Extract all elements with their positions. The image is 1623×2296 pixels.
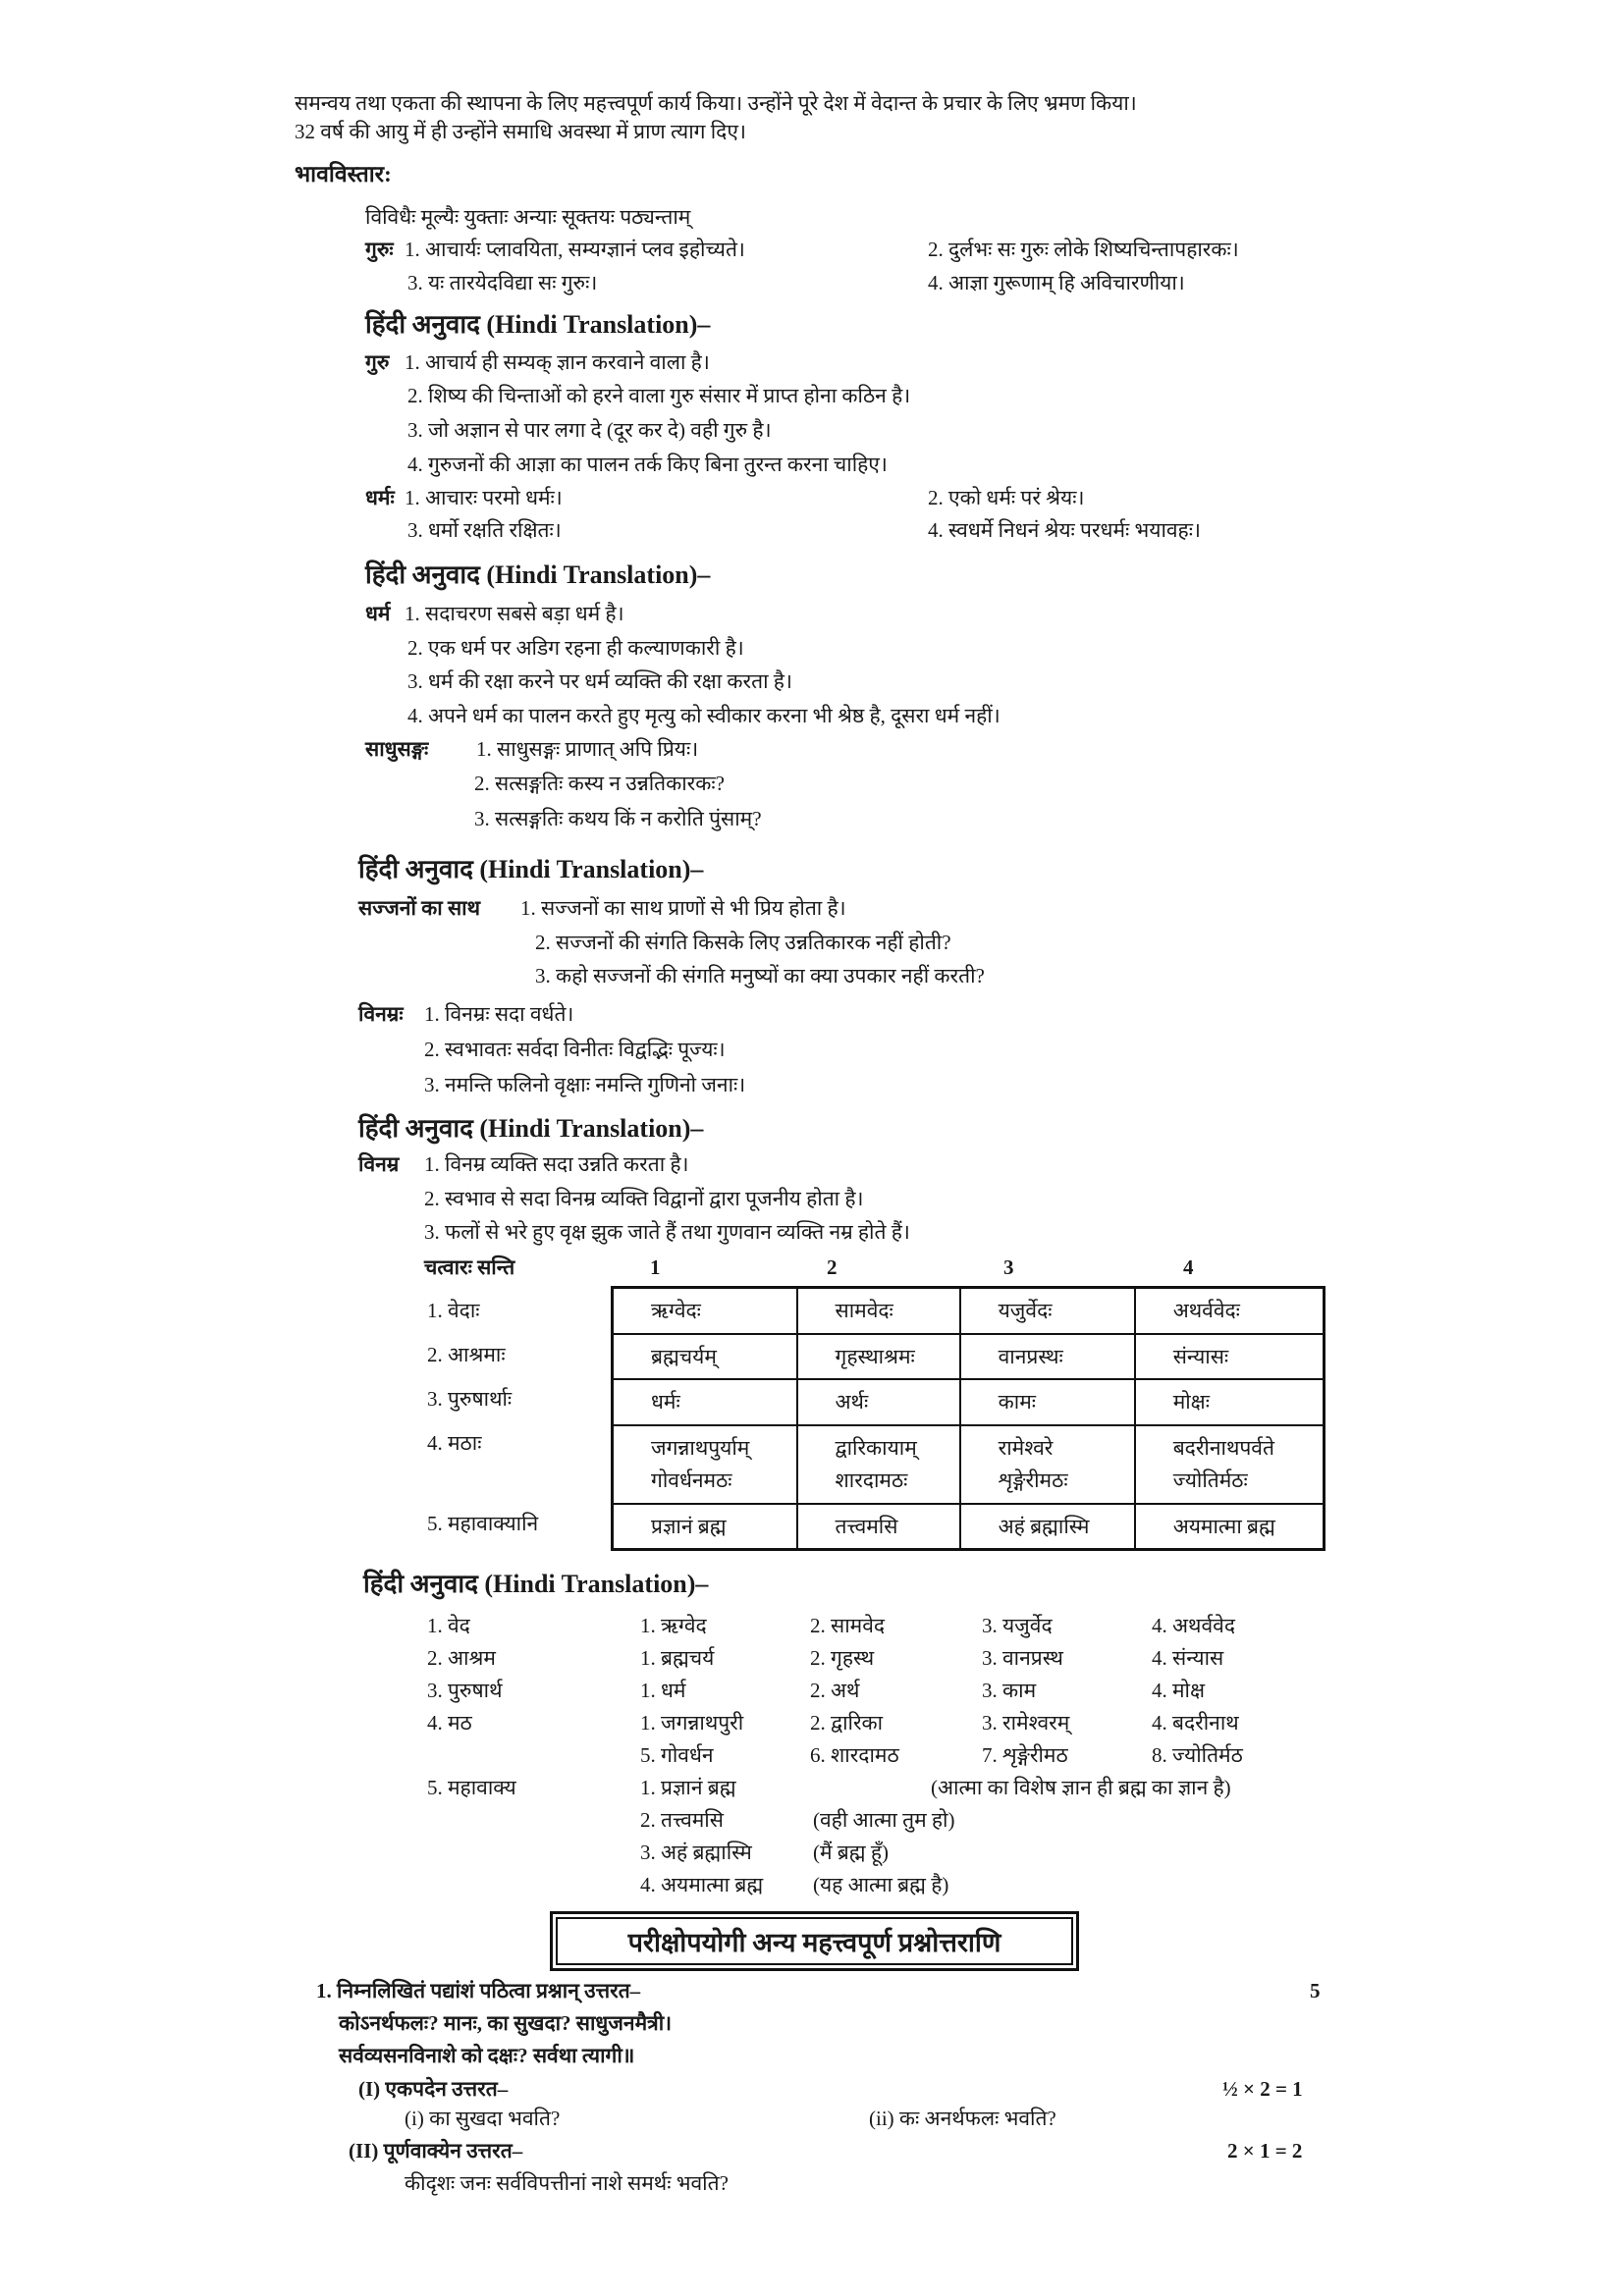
list-item: 4. अथर्ववेद bbox=[1152, 1614, 1235, 1637]
cell-line: बदरीनाथपर्वते bbox=[1172, 1436, 1274, 1461]
chatvara-table bbox=[611, 1286, 1325, 1551]
mahavakya-item: 3. अहं ब्रह्मास्मि bbox=[640, 1841, 752, 1864]
section-title: भावविस्तार: bbox=[295, 162, 392, 187]
table-cell: प्रज्ञानं ब्रह्म bbox=[613, 1504, 797, 1550]
cell-line: शृङ्गेरीमठः bbox=[998, 1468, 1068, 1492]
table-cell bbox=[960, 1425, 1135, 1504]
list-item: 3. यजुर्वेद bbox=[982, 1614, 1053, 1637]
dharma-hindi-item: 4. अपने धर्म का पालन करते हुए मृत्यु को स्वीकार करना भी श्रेष्ठ है, दूसरा धर्म नहीं। bbox=[407, 704, 1001, 727]
sadhu-hindi-item: 1. सज्जनों का साथ प्राणों से भी प्रिय होता है। bbox=[520, 896, 846, 920]
table-cell: वानप्रस्थः bbox=[960, 1334, 1135, 1380]
row-label: 3. पुरुषार्थाः bbox=[427, 1387, 513, 1411]
list-label: 2. आश्रम bbox=[427, 1646, 496, 1670]
sadhu-hindi-item: 2. सज्जनों की संगति किसके लिए उन्नतिकारक नहीं होती? bbox=[535, 931, 951, 954]
part-label: (II) पूर्णवाक्येन उत्तरत– bbox=[349, 2139, 523, 2163]
heading-hi: हिंदी अनुवाद bbox=[358, 855, 473, 883]
heading-en: (Hindi Translation)– bbox=[486, 561, 711, 589]
table-row bbox=[613, 1425, 1325, 1504]
table-cell: धर्मः bbox=[613, 1379, 797, 1425]
vinamra-item: 1. विनम्रः सदा वर्धते। bbox=[424, 1002, 574, 1026]
dharma-hindi-item: 1. सदाचरण सबसे बड़ा धर्म है। bbox=[405, 602, 624, 625]
heading-hi: हिंदी अनुवाद bbox=[365, 310, 480, 339]
intro-line: समन्वय तथा एकता की स्थापना के लिए महत्त्वपूर्ण कार्य किया। उन्होंने पूरे देश में वेदान्त के प्रचार के लिए भ्रमण किया। bbox=[295, 91, 1137, 115]
question-marks: 5 bbox=[1310, 1979, 1321, 2002]
list-item: 3. काम bbox=[982, 1679, 1037, 1702]
table-row bbox=[613, 1504, 1325, 1550]
cell-line: जगन्नाथपुर्याम् bbox=[651, 1436, 750, 1461]
row-label: 5. महावाक्यानि bbox=[427, 1512, 539, 1535]
sub-question: कीदृशः जनः सर्वविपत्तीनां नाशे समर्थः भवति? bbox=[405, 2171, 729, 2195]
translation-heading bbox=[363, 1572, 708, 1597]
translation-heading bbox=[365, 562, 710, 588]
list-item: 6. शारदामठ bbox=[810, 1743, 899, 1767]
list-item: 8. ज्योतिर्मठ bbox=[1152, 1743, 1243, 1767]
cell-line: द्वारिकायाम् bbox=[835, 1436, 917, 1461]
guru-hindi-item: 2. शिष्य की चिन्ताओं को हरने वाला गुरु संसार में प्राप्त होना कठिन है। bbox=[407, 384, 911, 407]
guru-label: गुरुः bbox=[365, 238, 394, 261]
sadhu-hindi-label: सज्जनों का साथ bbox=[358, 896, 481, 920]
cell-line: रामेश्वरे bbox=[998, 1436, 1054, 1461]
sub-question: (ii) कः अनर्थफलः भवति? bbox=[869, 2107, 1056, 2130]
mahavakya-meaning: (यह आत्मा ब्रह्म है) bbox=[813, 1873, 949, 1896]
row-label: 1. वेदाः bbox=[427, 1299, 480, 1322]
question-title: 1. निम्नलिखितं पद्यांशं पठित्वा प्रश्नान् उत्तरत– bbox=[316, 1979, 641, 2002]
table-cell: ब्रह्मचर्यम् bbox=[613, 1334, 797, 1380]
dharma-item: 3. धर्मो रक्षति रक्षितः। bbox=[407, 518, 562, 542]
dharma-hindi-item: 3. धर्म की रक्षा करने पर धर्म व्यक्ति की रक्षा करता है। bbox=[407, 669, 792, 693]
cell-line: ज्योतिर्मठः bbox=[1172, 1468, 1248, 1492]
vinamra-hindi-item: 2. स्वभाव से सदा विनम्र व्यक्ति विद्वानों द्वारा पूजनीय होता है। bbox=[424, 1187, 864, 1210]
list-label: 5. महावाक्य bbox=[427, 1776, 516, 1799]
guru-hindi-item: 3. जो अज्ञान से पार लगा दे (दूर कर दे) वही गुरु है। bbox=[407, 418, 772, 442]
table-cell bbox=[1135, 1425, 1325, 1504]
guru-hindi-item: 4. गुरुजनों की आज्ञा का पालन तर्क किए बिना तुरन्त करना चाहिए। bbox=[407, 453, 888, 476]
vinamra-item: 2. स्वभावतः सर्वदा विनीतः विद्वद्भिः पूज्यः। bbox=[424, 1038, 726, 1061]
guru-item: 4. आज्ञा गुरूणाम् हि अविचारणीया। bbox=[928, 271, 1185, 294]
column-header: 4 bbox=[1183, 1255, 1194, 1279]
sadhu-label: साधुसङ्गः bbox=[365, 737, 429, 761]
heading-hi: हिंदी अनुवाद bbox=[365, 561, 480, 589]
list-item: 1. ब्रह्मचर्य bbox=[640, 1646, 715, 1670]
table-cell: यजुर्वेदः bbox=[960, 1288, 1135, 1334]
part-marks: 2 × 1 = 2 bbox=[1227, 2139, 1303, 2163]
cell-line: शारदामठः bbox=[835, 1468, 908, 1492]
list-item: 7. शृङ्गेरीमठ bbox=[982, 1743, 1068, 1767]
part-marks: ½ × 2 = 1 bbox=[1222, 2077, 1303, 2101]
mahavakya-item: 1. प्रज्ञानं ब्रह्म bbox=[640, 1776, 736, 1799]
list-label: 4. मठ bbox=[427, 1711, 472, 1735]
column-header: 1 bbox=[650, 1255, 661, 1279]
table-cell: मोक्षः bbox=[1135, 1379, 1325, 1425]
heading-en: (Hindi Translation)– bbox=[486, 310, 711, 339]
dharma-item: 4. स्वधर्मे निधनं श्रेयः परधर्मः भयावहः। bbox=[928, 518, 1201, 542]
sadhu-item: 1. साधुसङ्गः प्राणात् अपि प्रियः। bbox=[476, 737, 699, 761]
heading-hi: हिंदी अनुवाद bbox=[363, 1570, 478, 1598]
mahavakya-item: 4. अयमात्मा ब्रह्म bbox=[640, 1873, 764, 1896]
table-cell: अथर्ववेदः bbox=[1135, 1288, 1325, 1334]
guru-hindi-item: 1. आचार्य ही सम्यक् ज्ञान करवाने वाला है। bbox=[405, 350, 710, 374]
translation-heading bbox=[358, 1116, 703, 1142]
list-item: 2. द्वारिका bbox=[810, 1711, 884, 1735]
mahavakya-meaning: (वही आत्मा तुम हो) bbox=[813, 1808, 955, 1832]
vinamra-item: 3. नमन्ति फलिनो वृक्षाः नमन्ति गुणिनो जनाः। bbox=[424, 1073, 746, 1096]
vinamra-hindi-item: 1. विनम्र व्यक्ति सदा उन्नति करता है। bbox=[424, 1152, 689, 1176]
verse-line: सर्वव्यसनविनाशे को दक्षः? सर्वथा त्यागी॥ bbox=[339, 2044, 635, 2067]
table-cell: अहं ब्रह्मास्मि bbox=[960, 1504, 1135, 1550]
dharma-hindi-label: धर्म bbox=[365, 602, 391, 625]
sadhu-hindi-item: 3. कहो सज्जनों की संगति मनुष्यों का क्या उपकार नहीं करती? bbox=[535, 964, 985, 988]
sadhu-item: 2. सत्सङ्गतिः कस्य न उन्नतिकारकः? bbox=[474, 772, 725, 795]
mahavakya-meaning: (आत्मा का विशेष ज्ञान ही ब्रह्म का ज्ञान है) bbox=[931, 1776, 1231, 1799]
list-label: 1. वेद bbox=[427, 1614, 470, 1637]
list-item: 4. संन्यास bbox=[1152, 1646, 1224, 1670]
vinamra-hindi-item: 3. फलों से भरे हुए वृक्ष झुक जाते हैं तथा गुणवान व्यक्ति नम्र होते हैं। bbox=[424, 1220, 910, 1244]
mahavakya-item: 2. तत्त्वमसि bbox=[640, 1808, 724, 1832]
translation-heading bbox=[358, 857, 703, 882]
column-header: 2 bbox=[827, 1255, 838, 1279]
chatvara-label: चत्वारः सन्ति bbox=[424, 1255, 515, 1279]
list-item: 4. बदरीनाथ bbox=[1152, 1711, 1239, 1735]
list-item: 1. जगन्नाथपुरी bbox=[640, 1711, 744, 1735]
list-item: 3. वानप्रस्थ bbox=[982, 1646, 1063, 1670]
table-cell: ऋग्वेदः bbox=[613, 1288, 797, 1334]
table-row bbox=[613, 1288, 1325, 1334]
list-item: 5. गोवर्धन bbox=[640, 1743, 714, 1767]
guru-item: 1. आचार्यः प्लावयिता, सम्यग्ज्ञानं प्लव इहोच्यते। bbox=[405, 238, 745, 261]
list-item: 2. गृहस्थ bbox=[810, 1646, 875, 1670]
row-label: 4. मठाः bbox=[427, 1431, 482, 1455]
list-item: 1. ऋग्वेद bbox=[640, 1614, 707, 1637]
translation-heading bbox=[365, 312, 710, 338]
vinamra-hindi-label: विनम्र bbox=[358, 1152, 400, 1176]
guru-hindi-label: गुरु bbox=[365, 350, 390, 374]
list-label: 3. पुरुषार्थ bbox=[427, 1679, 503, 1702]
verse-line: कोऽनर्थफलः? मानः, का सुखदा? साधुजनमैत्री। bbox=[339, 2011, 673, 2035]
list-item: 3. रामेश्वरम् bbox=[982, 1711, 1070, 1735]
guru-item: 3. यः तारयेदविद्या सः गुरुः। bbox=[407, 271, 598, 294]
table-cell bbox=[797, 1425, 960, 1504]
instruction: विविधैः मूल्यैः युक्ताः अन्याः सूक्तयः पठ्यन्ताम् bbox=[365, 205, 691, 229]
heading-en: (Hindi Translation)– bbox=[484, 1570, 709, 1598]
table-cell: अर्थः bbox=[797, 1379, 960, 1425]
dharma-hindi-item: 2. एक धर्म पर अडिग रहना ही कल्याणकारी है। bbox=[407, 636, 744, 660]
table-cell: कामः bbox=[960, 1379, 1135, 1425]
row-label: 2. आश्रमाः bbox=[427, 1343, 506, 1366]
heading-en: (Hindi Translation)– bbox=[479, 855, 704, 883]
table-cell: गृहस्थाश्रमः bbox=[797, 1334, 960, 1380]
part-label: (I) एकपदेन उत्तरत– bbox=[358, 2077, 509, 2101]
vinamra-label: विनम्रः bbox=[358, 1002, 404, 1026]
table-cell: संन्यासः bbox=[1135, 1334, 1325, 1380]
heading-en: (Hindi Translation)– bbox=[479, 1114, 704, 1143]
list-item: 2. सामवेद bbox=[810, 1614, 886, 1637]
table-cell: अयमात्मा ब्रह्म bbox=[1135, 1504, 1325, 1550]
intro-line: 32 वर्ष की आयु में ही उन्होंने समाधि अवस्था में प्राण त्याग दिए। bbox=[295, 120, 746, 143]
cell-line: गोवर्धनमठः bbox=[651, 1468, 732, 1492]
list-item: 1. धर्म bbox=[640, 1679, 686, 1702]
mahavakya-meaning: (मैं ब्रह्म हूँ) bbox=[813, 1841, 890, 1864]
sub-question: (i) का सुखदा भवति? bbox=[405, 2107, 561, 2130]
column-header: 3 bbox=[1003, 1255, 1014, 1279]
heading-hi: हिंदी अनुवाद bbox=[358, 1114, 473, 1143]
table-cell: तत्त्वमसि bbox=[797, 1504, 960, 1550]
dharma-item: 1. आचारः परमो धर्मः। bbox=[405, 486, 563, 509]
dharma-item: 2. एको धर्मः परं श्रेयः। bbox=[928, 486, 1085, 509]
dharma-label: धर्मः bbox=[365, 486, 395, 509]
guru-item: 2. दुर्लभः सः गुरुः लोके शिष्यचिन्तापहारकः। bbox=[928, 238, 1239, 261]
list-item: 2. अर्थ bbox=[810, 1679, 860, 1702]
exam-box-heading: परीक्षोपयोगी अन्य महत्त्वपूर्ण प्रश्नोत्तराणि bbox=[550, 1911, 1079, 1971]
table-cell: सामवेदः bbox=[797, 1288, 960, 1334]
table-cell bbox=[613, 1425, 797, 1504]
table-row bbox=[613, 1334, 1325, 1380]
sadhu-item: 3. सत्सङ्गतिः कथय किं न करोति पुंसाम्? bbox=[474, 807, 762, 830]
list-item: 4. मोक्ष bbox=[1152, 1679, 1206, 1702]
table-row bbox=[613, 1379, 1325, 1425]
